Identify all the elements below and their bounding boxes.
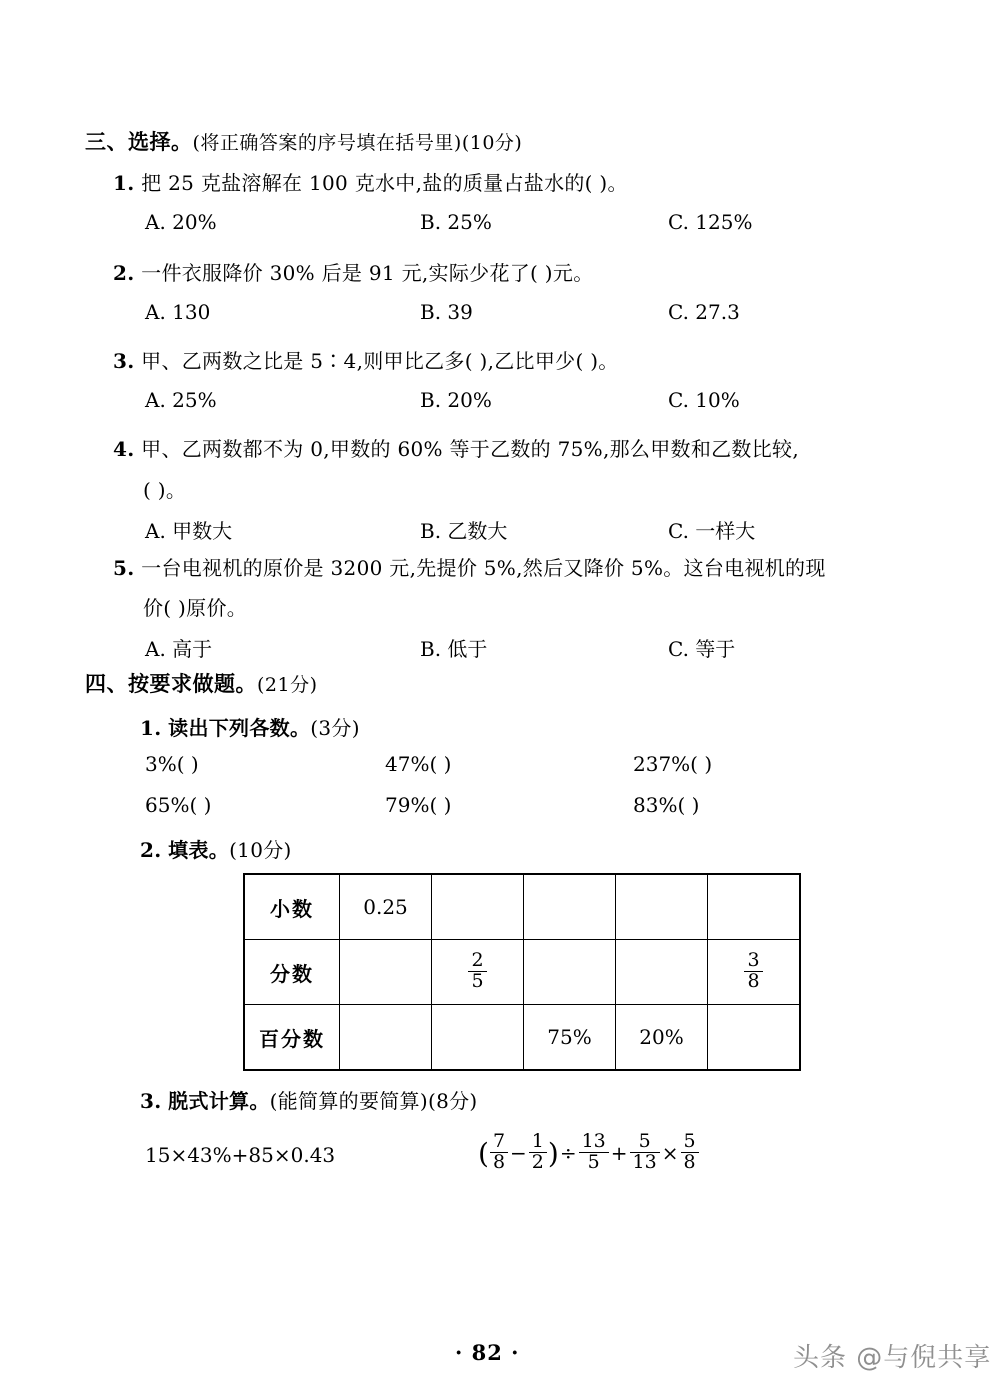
decimal-cell-2[interactable] <box>432 874 524 940</box>
fraction-five-thirteenths <box>630 1132 660 1173</box>
fraction-numerator: 3 <box>744 951 762 972</box>
question-1-option-c[interactable]: C. 125% <box>668 210 753 234</box>
fraction-three-eighths <box>744 948 762 992</box>
question-5-text-line2: 价( )原价。 <box>143 596 248 620</box>
table-row-decimal <box>244 874 800 940</box>
fraction-cell-1[interactable] <box>340 940 432 1005</box>
fraction-cell-2[interactable] <box>432 940 524 1005</box>
s4-question-2-title: 填表。 <box>168 838 230 862</box>
fraction-denominator: 8 <box>492 1150 506 1173</box>
question-2-body: 一件衣服降价 30% 后是 91 元,实际少花了( )元。 <box>141 261 594 285</box>
fraction-cell-5[interactable] <box>708 940 801 1005</box>
decimal-cell-4[interactable] <box>616 874 708 940</box>
fraction-denominator: 5 <box>471 969 484 992</box>
section-four-heading <box>85 668 318 698</box>
fraction-five-eighths <box>681 1132 699 1173</box>
open-paren: ( <box>478 1137 489 1171</box>
s4-question-3-number: 3. <box>140 1089 162 1113</box>
close-paren: ) <box>547 1137 559 1171</box>
decimal-cell-1[interactable]: 0.25 <box>340 874 432 940</box>
question-4-option-b[interactable]: B. 乙数大 <box>420 519 508 543</box>
section-three-title: 三、选择。 <box>85 129 193 154</box>
s4-question-3-note: (能简算的要简算)(8分) <box>269 1089 478 1113</box>
read-item-5[interactable]: 79%( ) <box>385 793 452 817</box>
conversion-table <box>243 873 801 1071</box>
read-item-6[interactable]: 83%( ) <box>633 793 700 817</box>
question-5-body: 一台电视机的原价是 3200 元,先提价 5%,然后又降价 5%。这台电视机的现 <box>141 556 826 580</box>
fraction-denominator: 8 <box>747 969 760 992</box>
read-item-1[interactable]: 3%( ) <box>145 752 199 776</box>
s4-question-2-number: 2. <box>140 838 162 862</box>
percent-cell-1[interactable] <box>340 1005 432 1071</box>
section-three-heading <box>85 126 522 156</box>
row-label-decimal: 小数 <box>244 874 340 940</box>
fraction-numerator: 13 <box>579 1132 609 1153</box>
question-3-text <box>113 345 619 374</box>
s4-question-1-points: (3分) <box>310 716 360 740</box>
question-2-option-b[interactable]: B. 39 <box>420 300 473 324</box>
read-item-4[interactable]: 65%( ) <box>145 793 212 817</box>
question-2-option-c[interactable]: C. 27.3 <box>668 300 740 324</box>
fraction-cell-3[interactable] <box>524 940 616 1005</box>
question-3-option-a[interactable]: A. 25% <box>145 388 217 412</box>
question-5-number: 5. <box>113 556 135 580</box>
fraction-numerator: 1 <box>529 1132 547 1153</box>
question-3-option-c[interactable]: C. 10% <box>668 388 740 412</box>
question-5-option-c[interactable]: C. 等于 <box>668 637 736 661</box>
read-item-2[interactable]: 47%( ) <box>385 752 452 776</box>
fraction-numerator: 7 <box>490 1132 508 1153</box>
question-4-option-a[interactable]: A. 甲数大 <box>145 519 233 543</box>
question-1-text <box>113 167 628 196</box>
fraction-seven-eighths <box>490 1132 508 1173</box>
question-2-text <box>113 257 594 286</box>
minus-operator: − <box>510 1141 527 1166</box>
fraction-denominator: 5 <box>587 1150 600 1173</box>
question-3-number: 3. <box>113 349 135 373</box>
percent-cell-5[interactable] <box>708 1005 801 1071</box>
fraction-cell-4[interactable] <box>616 940 708 1005</box>
question-4-body: 甲、乙两数都不为 0,甲数的 60% 等于乙数的 75%,那么甲数和乙数比较, <box>141 437 799 461</box>
watermark: 头条 @与倪共享 <box>793 1343 992 1373</box>
percent-cell-3[interactable]: 75% <box>524 1005 616 1071</box>
question-5-option-a[interactable]: A. 高于 <box>145 637 213 661</box>
fraction-denominator: 13 <box>632 1150 657 1173</box>
expression-2[interactable] <box>478 1130 700 1174</box>
question-2-number: 2. <box>113 261 135 285</box>
multiply-operator: × <box>661 1141 679 1166</box>
row-label-fraction: 分数 <box>244 940 340 1005</box>
fraction-numerator: 5 <box>681 1132 699 1153</box>
page-number: · 82 · <box>455 1340 520 1365</box>
question-4-text-line2: ( )。 <box>143 478 187 502</box>
question-5-text <box>113 552 826 581</box>
fraction-one-half <box>529 1132 547 1173</box>
decimal-cell-5[interactable] <box>708 874 801 940</box>
s4-question-2-heading <box>140 834 292 863</box>
question-1-option-a[interactable]: A. 20% <box>145 210 217 234</box>
row-label-percent: 百分数 <box>244 1005 340 1071</box>
section-four-note: (21分) <box>257 674 318 696</box>
table-row-fraction <box>244 940 800 1005</box>
question-4-option-c[interactable]: C. 一样大 <box>668 519 756 543</box>
section-three-note: (将正确答案的序号填在括号里)(10分) <box>192 132 523 154</box>
question-4-text <box>113 433 799 462</box>
fraction-thirteen-fifths <box>579 1132 609 1173</box>
s4-question-1-title: 读出下列各数。 <box>168 716 311 740</box>
fraction-denominator: 2 <box>531 1150 544 1173</box>
fraction-denominator: 8 <box>683 1150 696 1173</box>
fraction-two-fifths <box>468 948 486 992</box>
plus-operator: + <box>610 1141 628 1166</box>
section-four-title: 四、按要求做题。 <box>85 671 257 696</box>
s4-question-1-number: 1. <box>140 716 162 740</box>
table-row-percent <box>244 1005 800 1071</box>
fraction-numerator: 5 <box>630 1132 660 1153</box>
question-4-number: 4. <box>113 437 135 461</box>
question-5-option-b[interactable]: B. 低于 <box>420 637 488 661</box>
fraction-numerator: 2 <box>468 951 486 972</box>
read-item-3[interactable]: 237%( ) <box>633 752 713 776</box>
s4-question-3-heading <box>140 1085 478 1114</box>
s4-question-2-points: (10分) <box>229 838 292 862</box>
percent-cell-4[interactable]: 20% <box>616 1005 708 1071</box>
s4-question-1-heading <box>140 712 360 741</box>
question-3-body: 甲、乙两数之比是 5∶4,则甲比乙多( ),乙比甲少( )。 <box>141 349 619 373</box>
divide-operator: ÷ <box>559 1141 577 1166</box>
expression-1[interactable]: 15×43%+85×0.43 <box>145 1143 336 1167</box>
question-2-option-a[interactable]: A. 130 <box>145 300 211 324</box>
question-1-number: 1. <box>113 171 135 195</box>
percent-cell-2[interactable] <box>432 1005 524 1071</box>
s4-question-3-title: 脱式计算。 <box>168 1089 270 1113</box>
question-1-option-b[interactable]: B. 25% <box>420 210 492 234</box>
question-3-option-b[interactable]: B. 20% <box>420 388 492 412</box>
decimal-cell-3[interactable] <box>524 874 616 940</box>
question-1-body: 把 25 克盐溶解在 100 克水中,盐的质量占盐水的( )。 <box>141 171 628 195</box>
